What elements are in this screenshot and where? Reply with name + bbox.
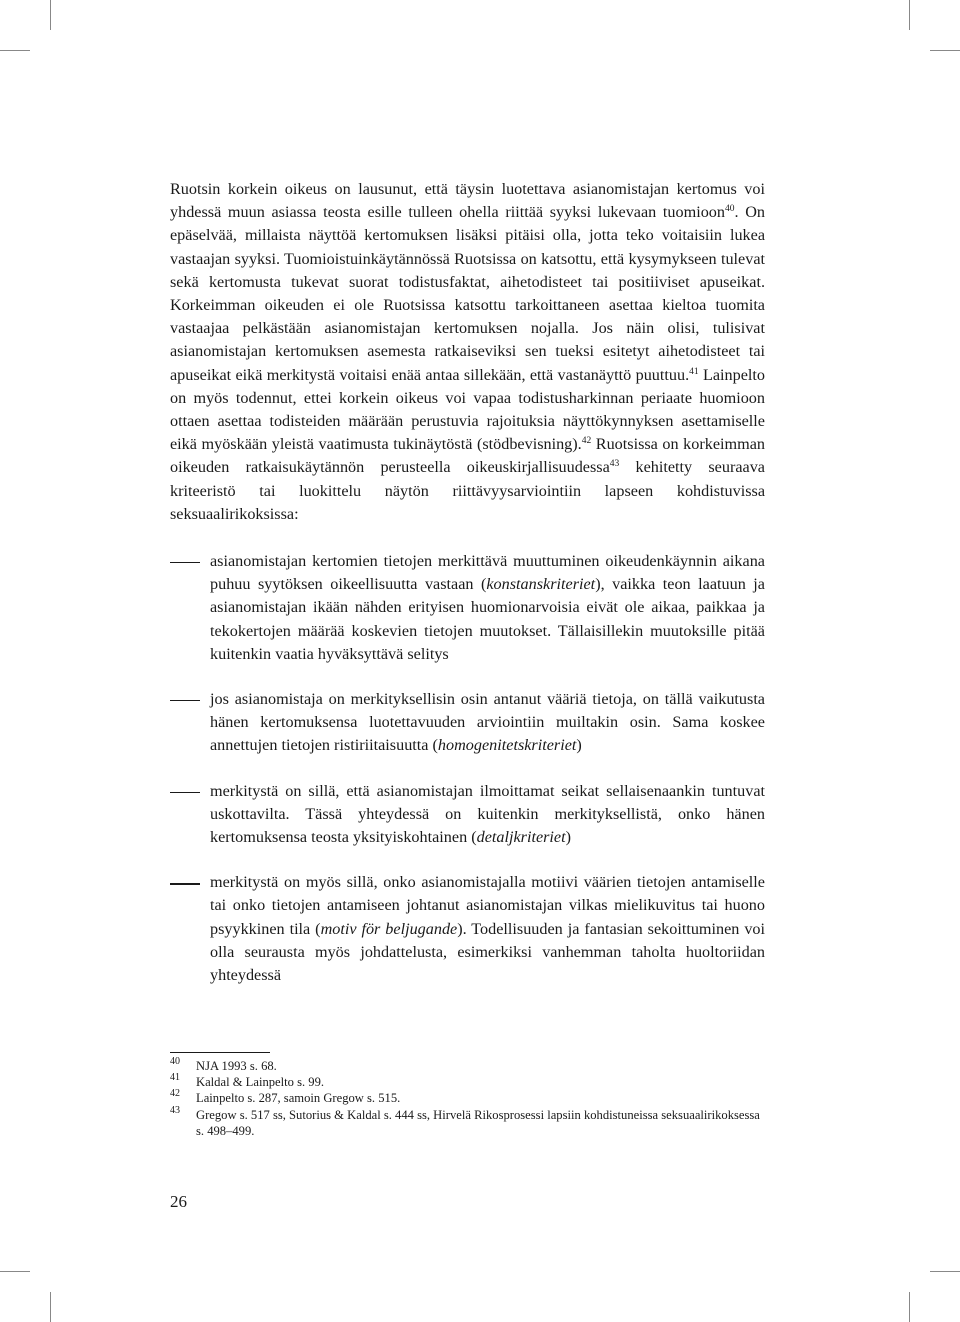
footnote-ref[interactable]: 43: [609, 459, 620, 470]
footnote-number: 42: [170, 1088, 180, 1100]
list-item: asianomistajan kertomien tietojen merkittävä muuttuminen oikeudenkäynnin aikana puhuu syytöksen oikeellisuutta vastaan (konstanskriteriet), vaikka teon laatuun ja asianomistajan ikään nähden erityisen huomionarvoisia eivät ole aikaa, paikkaa ja tekokertojen määrää koskevien tietojen muutokset. Tällaisillekin muutoksille pitää kuitenkin vaatia hyväksyttävä selitys: [210, 552, 765, 663]
paragraph-sentence: kehitetty seuraava kriteeristö tai luokittelu näytön riittävyysarviointiin lapseen kohdistuvissa seksuaalirikoksissa:: [170, 458, 765, 523]
list-item: merkitystä on sillä, että asianomistajan ilmoittamat seikat sellaisenaankin tuntuvat uskottavilta. Tässä yhteydessä on kuitenkin merkityksellistä, onko hänen kertomuksensa teosta yksityiskohtainen (detaljkriteriet): [210, 781, 765, 847]
criterion-term: konstanskriteriet: [486, 575, 596, 594]
paragraph-sentence: Ruotsin korkein oikeus on lausunut, että täysin luotettava asianomistajan kertomus voi yhdessä muun asiassa teosta esille tulleen ohella riittää syyksi lukevaan tuomioon: [170, 180, 765, 222]
footnote-ref[interactable]: 42: [581, 436, 592, 447]
footnote-number: 43: [170, 1104, 180, 1116]
crop-mark-bottom-right: [909, 1292, 910, 1322]
footnote-ref[interactable]: 41: [689, 366, 699, 377]
criterion-term: detaljkriteriet: [476, 828, 566, 847]
page-number: 26: [170, 1192, 187, 1211]
criterion-term: homogenitetskriteriet: [437, 736, 577, 755]
body-paragraph: [170, 178, 765, 526]
crop-mark-right-top: [930, 50, 960, 51]
footnote-ref[interactable]: 40: [724, 204, 735, 215]
crop-mark-top-right: [909, 0, 910, 30]
footnotes: [170, 1058, 765, 1139]
footnote-text: Gregow s. 517 ss, Sutorius & Kaldal s. 444 ss, Hirvelä Rikosprosessi lapsiin kohdistuneissa seksuaalirikoksessa s. 498–499.: [196, 1107, 760, 1138]
paragraph-sentence: Lainpelto on myös todennut, ettei korkein oikeus voi vapaa todistusharkinnan periaate huomioon ottaen asettaa todisteiden määrään perustuvia rajoituksia näyttökynnyksen asettamiselle eikä myöskään yleistä vaatimusta tukinäytöstä (stödbevisning).: [170, 365, 765, 454]
footnote-number: 40: [170, 1056, 180, 1067]
crop-mark-left-bottom: [0, 1271, 30, 1272]
footnote-text: Lainpelto s. 287, samoin Gregow s. 515.: [196, 1091, 401, 1106]
footnote: [170, 1074, 765, 1090]
criterion-term: motiv för beljugande: [320, 919, 458, 938]
crop-mark-right-bottom: [930, 1271, 960, 1272]
paragraph-sentence: . On epäselvää, millaista näyttöä kertomuksen lisäksi pitäisi olla, jotta teko voitaisiin lukea vastaajan syyksi. Tuomioistuinkäytännössä Ruotsissa on katsottu, että kysymykseen tulevat sekä kertomusta tukevat suorat todistusfaktat, aihetodisteet tai positiiviset apuseikat. Korkeimman oikeuden ei ole Ruotsissa katsottu tarkoittaneen asettaa kieltoa tuomita vastaajaa pelkästään asianomistajan kertomuksen nojalla. Jos näin olisi, tulisivat asianomistajan kertomuksen asemesta ratkaiseviksi sen tueksi esitetyt aihetodisteet tai apuseikat eikä merkitystä voitaisi enää antaa sillekään, että vastanäyttö puuttuu.: [170, 203, 765, 384]
list-item: merkitystä on myös sillä, onko asianomistajalla motiivi väärien tietojen antamiselle tai onko tietojen antamiseen johtanut asianomistajan vilkas mielikuvitus tai huono psyykkinen tila (motiv för beljugande). Todellisuuden ja fantasian sekoittuminen voi olla seurausta myös johdattelusta, esimerkiksi vanhemman taholta huoltoriidan yhteydessä: [210, 873, 766, 985]
footnote: [170, 1104, 765, 1139]
criteria-list: [170, 550, 765, 987]
paragraph-sentence: Ruotsissa on korkeimman oikeuden ratkaisukäytännön perusteella oikeuskirjallisuudessa: [170, 435, 765, 477]
footnote: [170, 1090, 765, 1106]
footnote-text: Kaldal & Lainpelto s. 99.: [196, 1075, 325, 1090]
footnote: [170, 1058, 765, 1074]
list-item: jos asianomistaja on merkityksellisin osin antanut vääriä tietoja, on tällä vaikutusta hänen kertomuksensa luotettavuuden arviointiin muiltakin osin. Sama koskee annettujen tietojen ristiriitaisuutta (homogenitetskriteriet): [210, 690, 765, 755]
crop-mark-top-left: [50, 0, 51, 30]
footnote-number: 41: [170, 1072, 180, 1084]
crop-mark-left-top: [0, 50, 30, 51]
footnote-divider: [170, 1052, 270, 1053]
crop-mark-bottom-left: [50, 1292, 51, 1322]
footnote-text: NJA 1993 s. 68.: [196, 1059, 277, 1073]
